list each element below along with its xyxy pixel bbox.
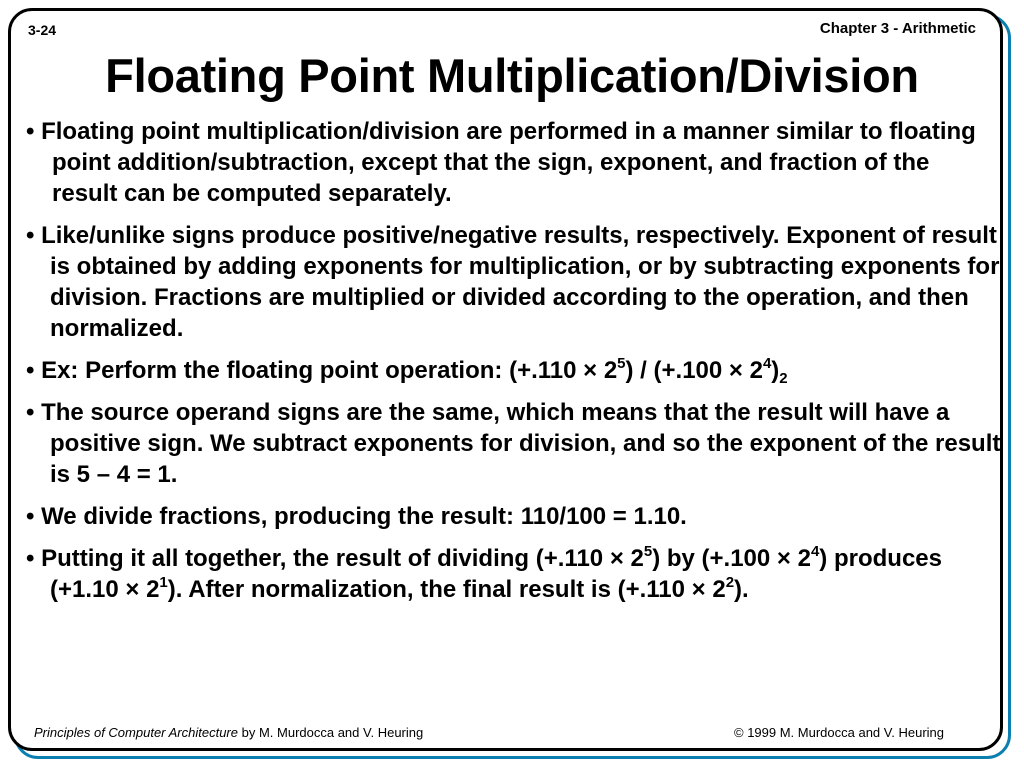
bullet-text: ) / (+.100 [625, 357, 729, 384]
exponent: 4 [810, 543, 820, 560]
times-symbol: × [609, 545, 624, 572]
bullet-text: We divide fractions, producing the result: 110/100 = 1.10. [41, 503, 687, 530]
bullet-text: 2 [623, 545, 644, 572]
bullet-text: 2 [705, 576, 726, 603]
bullet-text: Floating point multiplication/division are performed in a manner similar to floating point addition/subtraction, except that the sign, exponent, and fraction of the result can be computed separately. [41, 118, 976, 207]
bullet-text: ). [734, 576, 749, 603]
times-symbol: × [583, 357, 598, 384]
bullet-item [26, 501, 1001, 532]
exponent: 1 [159, 574, 168, 591]
times-symbol: × [728, 357, 743, 384]
book-authors: by M. Murdocca and V. Heuring [238, 725, 424, 740]
bullet-text: ). After normalization, the final result is (+.110 [167, 576, 692, 603]
exponent: 5 [617, 355, 626, 372]
times-symbol: × [691, 576, 706, 603]
bullet-text: 2 [139, 576, 160, 603]
exponent: 4 [762, 355, 772, 372]
bullet-item [26, 116, 1001, 209]
bullet-marker: • [26, 222, 35, 249]
book-title: Principles of Computer Architecture [34, 725, 238, 740]
page-number: 3-24 [28, 22, 57, 38]
exponent: 5 [643, 543, 653, 560]
bullet-item [26, 355, 1001, 386]
bullet-marker: • [26, 357, 35, 384]
bullet-text: 2 [790, 545, 811, 572]
bullet-text: Like/unlike signs produce positive/negative results, respectively. Exponent of result is obtained by adding exponents for multiplication, or by subtracting exponents for division. Fractions are multiplied or divided according to the operation, and then normalized. [41, 222, 1000, 342]
bullet-text: Putting it all together, the result of dividing (+.110 [41, 545, 610, 572]
footer-book-credit [34, 725, 423, 740]
bullet-text: ) by (+.100 [652, 545, 777, 572]
radix-subscript: 2 [779, 370, 788, 387]
footer-copyright: © 1999 M. Murdocca and V. Heuring [734, 725, 944, 740]
bullet-marker: • [26, 545, 35, 572]
slide-title: Floating Point Multiplication/Division [105, 49, 919, 102]
times-symbol: × [776, 545, 791, 572]
bullet-marker: • [26, 503, 35, 530]
chapter-label: Chapter 3 - Arithmetic [819, 20, 976, 37]
bullet-marker: • [26, 118, 35, 145]
bullet-marker: • [26, 399, 35, 426]
bullet-item [26, 220, 1001, 344]
bullet-text: The source operand signs are the same, which means that the result will have a positive sign. We subtract exponents for division, and so the exponent of the result is 5 – 4 = 1. [41, 399, 1001, 488]
bullet-text: ) produces (+1.10 [50, 545, 942, 603]
bullet-text: ) [771, 357, 780, 384]
bullet-text: 2 [742, 357, 763, 384]
slide-content [26, 116, 1001, 616]
bullet-text: Ex: Perform the floating point operation: (+.110 [41, 357, 584, 384]
exponent: 2 [725, 574, 735, 591]
bullet-item [26, 543, 1001, 605]
bullet-item [26, 397, 1001, 490]
times-symbol: × [125, 576, 140, 603]
bullet-text: 2 [597, 357, 618, 384]
